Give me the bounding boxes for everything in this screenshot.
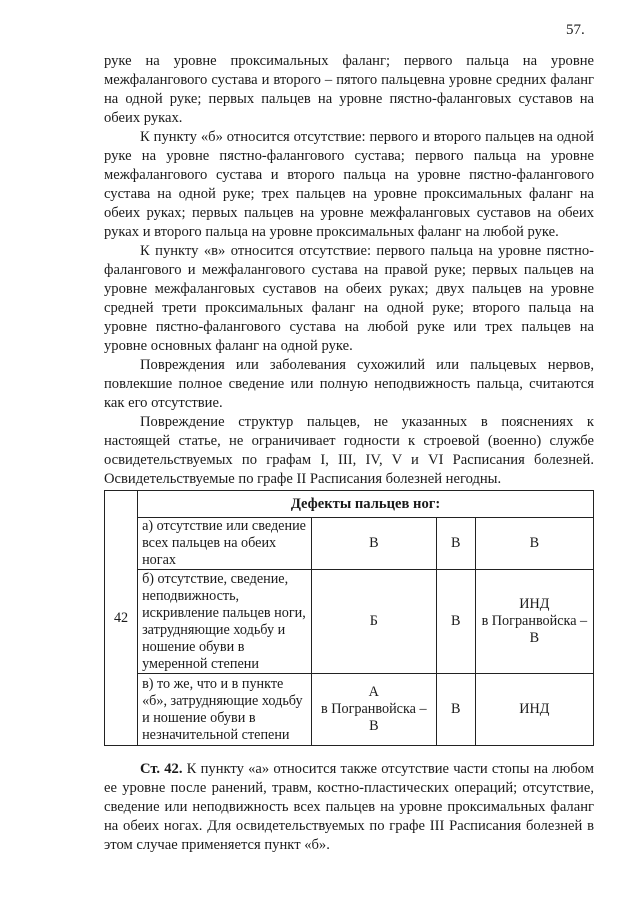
note-paragraph <box>104 760 594 855</box>
category-value: А <box>368 684 379 700</box>
paragraph: К пункту «б» относится отсутствие: первого и второго пальцев на одной руке на уровне пястно-фалангового сустава; первого пальца на уровне межфалангового сустава и второго пальца на уровне пястно-фалангового сустава на одной руке; трех пальцев на уровне проксимальных фаланг на обеих руках; первых пальцев на уровне межфаланговых суставов на обеих руках и второго пальца на уровне проксимальных фаланг на любой руке. <box>104 129 594 240</box>
row-description: а) отсутствие или сведение всех пальцев на обеих ногах <box>138 518 312 570</box>
paragraph: К пункту «в» относится отсутствие: первого пальца на уровне пястно-фалангового и межфалангового сустава на правой руке; первых пальцев на уровне межфаланговых суставов на обеих руках; двух пальцев на уровне средней трети проксимальных фаланг на одной руке; второго пальца на уровне пястно-фалангового сустава на любой руке или трех пальцев на уровне основных фаланг на одной руке. <box>104 243 594 354</box>
table-row <box>105 674 594 746</box>
category-note: в Погранвойска – <box>481 613 588 629</box>
category-value: ИНД <box>519 596 550 612</box>
page-number: 57. <box>566 22 585 38</box>
diseases-schedule-table <box>104 490 594 746</box>
category-graph-3: ИНД <box>475 674 593 746</box>
category-graph-1: Б <box>311 570 436 674</box>
category-value: В <box>529 630 540 646</box>
category-value: В <box>369 718 379 734</box>
category-graph-2: В <box>436 570 475 674</box>
table-header-row <box>105 491 594 518</box>
paragraph: Повреждения или заболевания сухожилий или пальцевых нервов, повлекшие полное сведение или полную неподвижность пальца, считаются как его отсутствие. <box>104 357 594 411</box>
table-row <box>105 518 594 570</box>
category-note: в Погранвойска – <box>321 701 427 717</box>
article-note <box>104 760 594 855</box>
category-graph-3 <box>475 570 593 674</box>
paragraph: руке на уровне проксимальных фаланг; первого пальца на уровне межфалангового сустава и второго – пятого пальцевна уровне средних фаланг на одной руке; первых пальцев на уровне пястно-фаланговых суставов на обеих руках. <box>104 53 594 126</box>
row-description: б) отсутствие, сведение, неподвижность, искривление пальцев ноги, затрудняющие ходьбу и ношение обуви в умеренной степени <box>138 570 312 674</box>
category-graph-2: В <box>436 518 475 570</box>
category-graph-1 <box>311 674 436 746</box>
note-text: К пункту «а» относится также отсутствие части стопы на любом ее уровне после ранений, травм, костно-пластических операций; отсутствие, сведение или неподвижность всех пальцев на уровне проксимальных фаланг на обеих ногах. Для освидетельствуемых по графе III Расписания болезней в этом случае применяется пункт «б». <box>104 761 594 853</box>
note-label: Ст. 42. <box>140 761 183 777</box>
article-number-cell: 42 <box>105 491 138 746</box>
category-graph-2: В <box>436 674 475 746</box>
row-description: в) то же, что и в пункте «б», затрудняющие ходьбу и ношение обуви в незначительной степени <box>138 674 312 746</box>
body-text <box>104 52 594 489</box>
paragraph: Повреждение структур пальцев, не указанных в пояснениях к настоящей статье, не ограничивает годности к строевой (военно) службе освидетельствуемых по графам I, III, IV, V и VI Расписания болезней. Освидетельствуемые по графе II Расписания болезней негодны. <box>104 414 594 487</box>
category-graph-1: В <box>311 518 436 570</box>
table-row <box>105 570 594 674</box>
category-graph-3: В <box>475 518 593 570</box>
table-header: Дефекты пальцев ног: <box>138 491 594 518</box>
